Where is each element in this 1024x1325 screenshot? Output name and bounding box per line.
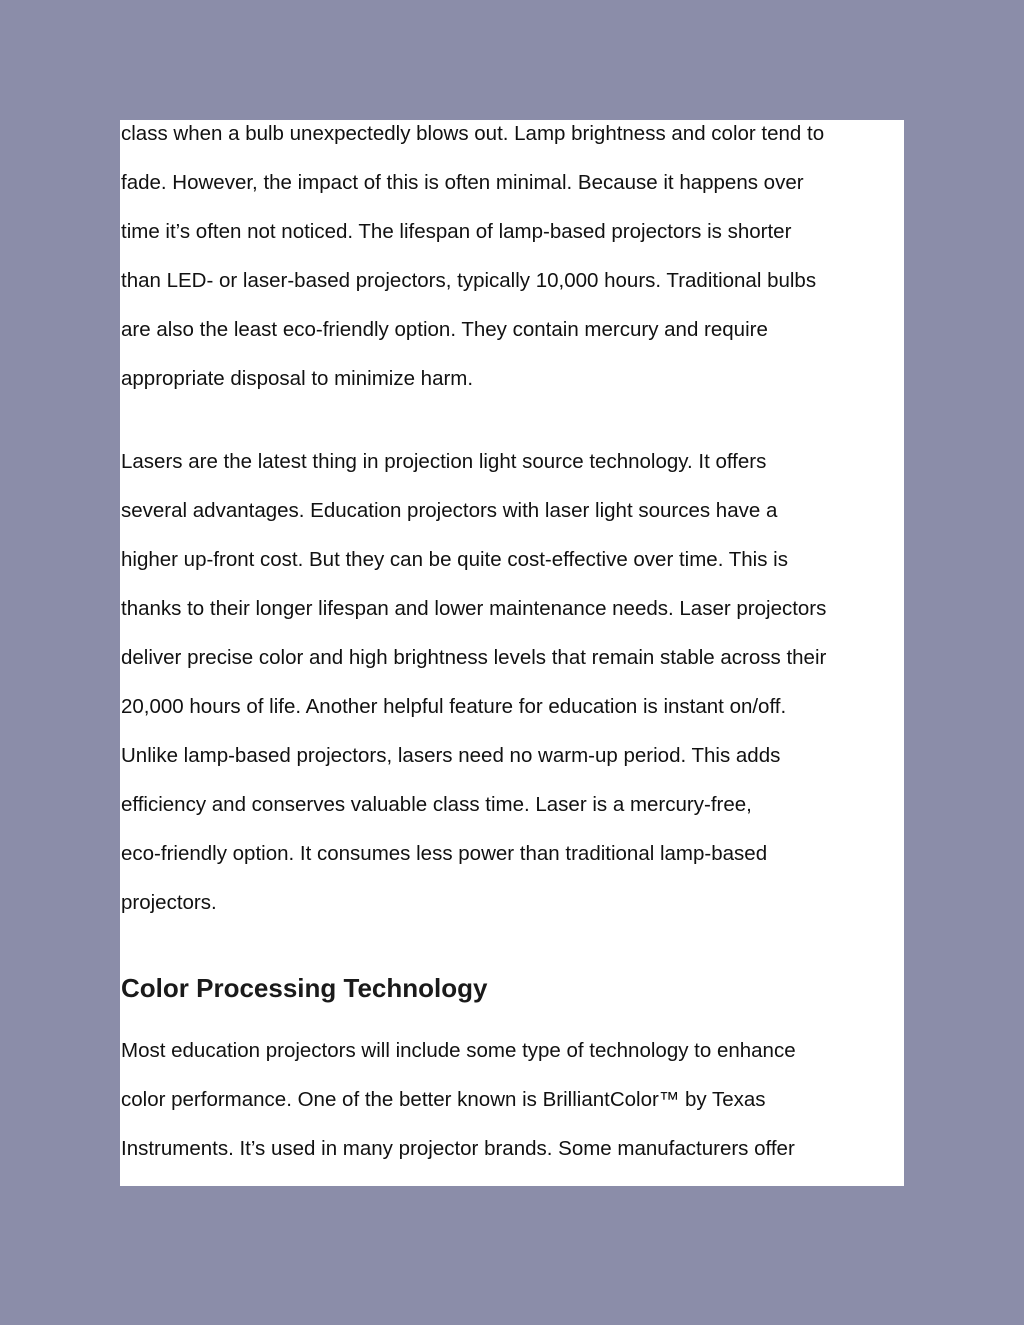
paragraph-3-line: color performance. One of the better known is BrilliantColor™ by Texas <box>121 1088 766 1111</box>
paragraph-2-line: several advantages. Education projectors with laser light sources have a <box>121 499 778 522</box>
paragraph-1-line: are also the least eco-friendly option. They contain mercury and require <box>121 318 768 341</box>
paragraph-2-line: eco-friendly option. It consumes less power than traditional lamp-based <box>121 842 768 865</box>
paragraph-2-line: higher up-front cost. But they can be quite cost-effective over time. This is <box>121 548 788 571</box>
paragraph-3-line: Instruments. It’s used in many projector brands. Some manufacturers offer <box>121 1137 795 1160</box>
paragraph-3-line: Most education projectors will include some type of technology to enhance <box>121 1039 796 1062</box>
paragraph-2-line: Lasers are the latest thing in projection light source technology. It offers <box>121 450 767 473</box>
paragraph-2-line: efficiency and conserves valuable class time. Laser is a mercury-free, <box>121 793 752 816</box>
paragraph-1-line: time it’s often not noticed. The lifespan of lamp-based projectors is shorter <box>121 220 792 243</box>
paragraph-2-line: deliver precise color and high brightness levels that remain stable across their <box>121 646 827 669</box>
paragraph-2-line: Unlike lamp-based projectors, lasers need no warm-up period. This adds <box>121 744 781 767</box>
section-heading: Color Processing Technology <box>121 973 488 1003</box>
paragraph-1-line: class when a bulb unexpectedly blows out. Lamp brightness and color tend to <box>121 122 825 145</box>
paragraph-1-line: fade. However, the impact of this is often minimal. Because it happens over <box>121 171 804 194</box>
paragraph-1-line: than LED- or laser-based projectors, typically 10,000 hours. Traditional bulbs <box>121 269 817 292</box>
paragraph-2-line: thanks to their longer lifespan and lower maintenance needs. Laser projectors <box>121 597 827 620</box>
paragraph-1-line: appropriate disposal to minimize harm. <box>121 367 474 390</box>
document-page <box>120 120 904 1186</box>
paragraph-2-line: 20,000 hours of life. Another helpful feature for education is instant on/off. <box>121 695 787 718</box>
paragraph-2-line: projectors. <box>121 891 217 914</box>
